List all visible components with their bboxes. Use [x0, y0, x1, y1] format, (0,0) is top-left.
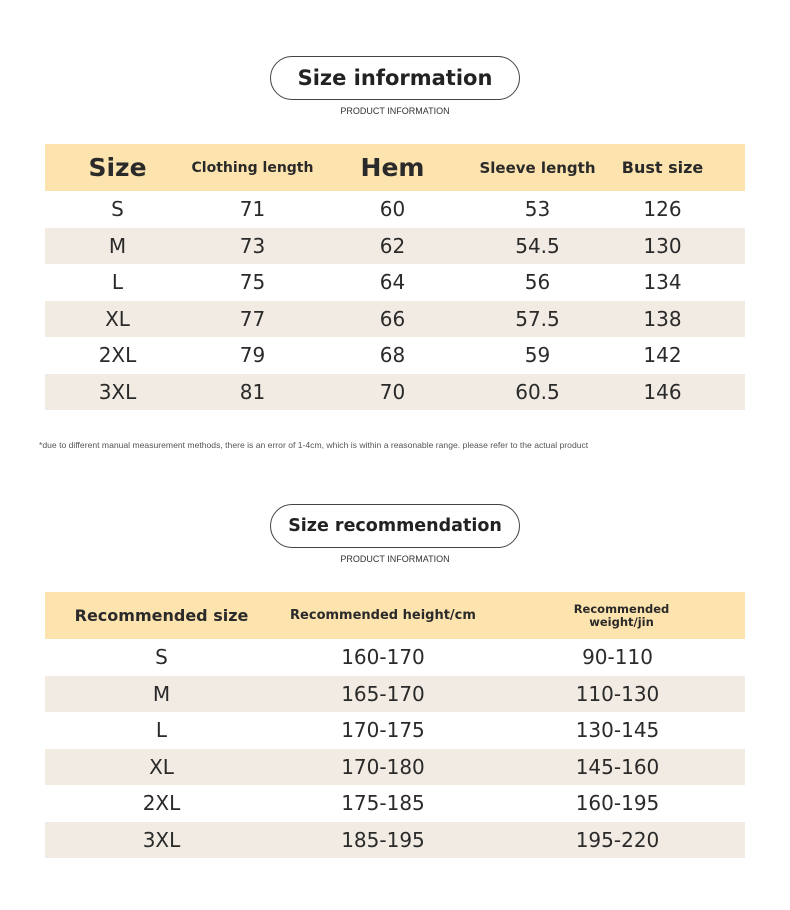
cell-clothing-length: 75 — [239, 270, 266, 295]
cell-bust-size: 134 — [643, 270, 682, 295]
cell-sleeve-length: 53 — [524, 197, 551, 222]
cell-bust-size: 146 — [643, 379, 682, 404]
cell-hem: 62 — [379, 233, 406, 258]
header-size: Size — [88, 153, 147, 182]
table-row — [45, 264, 745, 301]
cell-sleeve-length: 60.5 — [515, 379, 560, 404]
table-header — [45, 144, 745, 191]
cell-size: M — [152, 681, 171, 706]
measurement-note: *due to different manual measurement methods, there is an error of 1-4cm, which is within a reasonable range. please refer to the actual product — [39, 440, 589, 450]
cell-height: 185-195 — [341, 827, 425, 852]
cell-weight: 160-195 — [575, 791, 660, 816]
table-row — [45, 191, 745, 228]
size-information-subtitle: PRODUCT INFORMATION — [340, 106, 450, 116]
cell-clothing-length: 73 — [239, 233, 266, 258]
cell-height: 165-170 — [341, 681, 425, 706]
table-row — [45, 712, 745, 749]
cell-sleeve-length: 56 — [524, 270, 551, 295]
cell-bust-size: 142 — [643, 343, 682, 368]
table-row — [45, 785, 745, 822]
cell-weight: 195-220 — [575, 827, 660, 852]
cell-hem: 68 — [379, 343, 406, 368]
cell-bust-size: 138 — [643, 306, 682, 331]
cell-size: S — [155, 645, 168, 670]
cell-weight: 110-130 — [575, 681, 660, 706]
size-information-title: Size information — [270, 56, 520, 100]
cell-size: L — [111, 270, 124, 295]
cell-height: 170-180 — [341, 754, 425, 779]
cell-size: 3XL — [98, 379, 137, 404]
cell-bust-size: 126 — [643, 197, 682, 222]
cell-weight: 145-160 — [575, 754, 660, 779]
cell-sleeve-length: 59 — [524, 343, 551, 368]
cell-sleeve-length: 57.5 — [515, 306, 560, 331]
cell-bust-size: 130 — [643, 233, 682, 258]
table-row — [45, 639, 745, 676]
cell-height: 175-185 — [341, 791, 425, 816]
table-row — [45, 676, 745, 713]
header-recommended-size: Recommended size — [74, 606, 249, 625]
cell-clothing-length: 79 — [239, 343, 266, 368]
cell-hem: 60 — [379, 197, 406, 222]
header-hem: Hem — [360, 153, 425, 182]
cell-size: XL — [149, 754, 174, 779]
header-sleeve-length: Sleeve length — [479, 158, 596, 177]
table-row — [45, 374, 745, 411]
cell-hem: 64 — [379, 270, 406, 295]
cell-size: XL — [105, 306, 130, 331]
cell-sleeve-length: 54.5 — [515, 233, 560, 258]
table-header — [45, 592, 745, 639]
header-clothing-length: Clothing length — [191, 159, 314, 176]
cell-hem: 70 — [379, 379, 406, 404]
cell-clothing-length: 81 — [239, 379, 266, 404]
cell-size: 2XL — [142, 791, 181, 816]
size-recommendation-table — [45, 592, 745, 858]
header-recommended-height: Recommended height/cm — [290, 608, 476, 623]
table-row — [45, 822, 745, 859]
table-row — [45, 337, 745, 374]
cell-hem: 66 — [379, 306, 406, 331]
cell-weight: 130-145 — [575, 718, 660, 743]
cell-size: S — [111, 197, 124, 222]
cell-size: M — [108, 233, 127, 258]
table-row — [45, 301, 745, 338]
cell-size: 2XL — [98, 343, 137, 368]
size-recommendation-title: Size recommendation — [270, 504, 520, 548]
cell-weight: 90-110 — [582, 645, 653, 670]
header-recommended-weight: Recommended weight/jin — [573, 601, 670, 629]
cell-height: 170-175 — [341, 718, 425, 743]
cell-size: L — [155, 718, 168, 743]
cell-height: 160-170 — [341, 645, 425, 670]
table-row — [45, 228, 745, 265]
cell-size: 3XL — [142, 827, 181, 852]
cell-clothing-length: 71 — [239, 197, 266, 222]
table-row — [45, 749, 745, 786]
size-information-table — [45, 144, 745, 410]
header-bust-size: Bust size — [621, 158, 704, 177]
size-recommendation-subtitle: PRODUCT INFORMATION — [340, 554, 450, 564]
cell-clothing-length: 77 — [239, 306, 266, 331]
